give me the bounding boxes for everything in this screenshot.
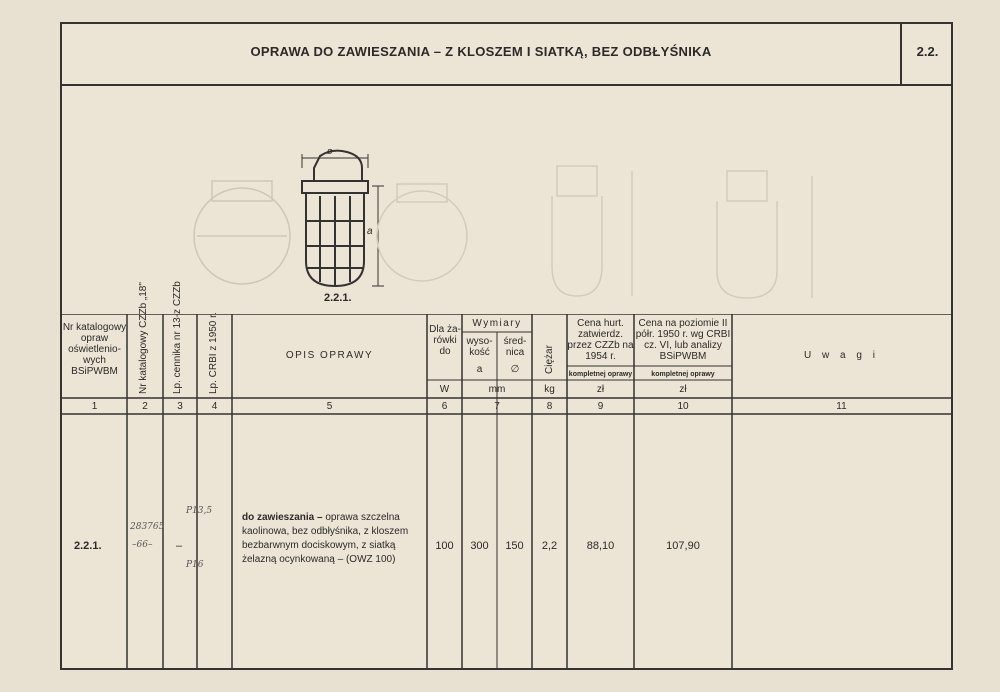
dim-width-label: ø: [327, 146, 333, 156]
unit-zl-1954: zł: [596, 384, 605, 395]
col-number: 5: [326, 401, 333, 412]
desc-text: oprawa szczelna kaolinowa, bez odbłyśnika, z kloszem bezbarwnym dociskowym, z siatką żelazną ocynkowaną – (OWZ 100): [242, 512, 409, 565]
col-number: 6: [441, 401, 448, 412]
spec-table: [62, 281, 951, 668]
figure-caption: 2.2.1.: [324, 292, 352, 304]
figure-area: [62, 86, 951, 314]
col2-header: Nr katalogowy CZZb „18": [138, 282, 149, 394]
handwritten-note: P13,5: [186, 506, 213, 516]
desc-bold: do zawieszania –: [242, 512, 323, 523]
faint-lamp-icon: [194, 181, 290, 284]
faint-lamp-icon: [377, 184, 467, 281]
row-weight: 2,2: [541, 540, 558, 552]
col7a-header: wyso-kość: [466, 336, 493, 358]
col10-subheader: kompletnej oprawy: [651, 371, 715, 378]
col5-header: OPIS OPRAWY: [285, 350, 374, 361]
col7b-header: śred-nica: [503, 336, 527, 358]
col-number: 9: [597, 401, 604, 412]
col1-header: Nr katalogowy opraw oświetlenio-wych BSiPWBM: [62, 322, 127, 377]
col9-subheader: kompletnej oprawy: [568, 371, 633, 378]
col-number: 10: [677, 401, 689, 412]
col-number: 8: [546, 401, 553, 412]
col7b-symbol: ∅: [510, 364, 520, 375]
row-catalog-number: 2.2.1.: [74, 540, 102, 552]
col6-header: Dla ża-rówki do: [429, 324, 461, 357]
col3-header: Lp. cennika nr 13-z CZZb: [172, 281, 183, 394]
row-wattage: 100: [435, 540, 454, 552]
col11-header: U w a g i: [804, 350, 879, 361]
col9-header: Cena hurt. zatwierdz. przez CZZb na 1954 r.: [567, 318, 634, 362]
col-number: 1: [91, 401, 98, 412]
unit-mm: mm: [488, 384, 506, 395]
col10-header: Cena na poziomie II półr. 1950 r. wg CRBI cz. VI, lub analizy BSiPWBM: [635, 318, 731, 362]
dim-height-label: a: [367, 226, 373, 237]
handwritten-note: –66–: [132, 540, 153, 550]
unit-zl-1950: zł: [679, 384, 687, 395]
catalog-page: [60, 22, 953, 670]
col-number: 3: [177, 401, 183, 412]
row-description: [242, 511, 422, 567]
col-number: 4: [211, 401, 218, 412]
faint-lamp-icon: [552, 166, 632, 296]
col7-header: Wymiary: [472, 318, 522, 329]
handwritten-note: 283765: [130, 522, 165, 532]
handwritten-note: P16: [186, 560, 204, 570]
col8-header: Ciężar: [544, 345, 555, 374]
row-price-1950: 107,90: [666, 540, 700, 552]
row-diameter: 150: [505, 540, 524, 552]
unit-w: W: [439, 384, 450, 395]
section-number-box: [900, 24, 953, 84]
page-title: OPRAWA DO ZAWIESZANIA – Z KLOSZEM I SIATKĄ, BEZ ODBŁYŚNIKA: [250, 44, 712, 59]
section-number: 2.2.: [916, 44, 939, 59]
col-number: 2: [142, 401, 148, 412]
col-number: 7: [494, 401, 500, 412]
lamp-diagram-icon: [302, 151, 384, 286]
col7a-symbol: a: [476, 364, 483, 375]
row-height: 300: [470, 540, 489, 552]
unit-kg: kg: [544, 384, 555, 395]
page-header: [62, 24, 951, 86]
row-price-1954: 88,10: [586, 540, 615, 552]
faint-lamp-icon: [717, 171, 812, 298]
row-col3-dash: –: [176, 540, 183, 552]
col4-header: Lp. CRBI z 1950 r.: [208, 312, 219, 394]
col-number: 11: [836, 401, 847, 412]
lamp-drawings: [62, 86, 951, 314]
